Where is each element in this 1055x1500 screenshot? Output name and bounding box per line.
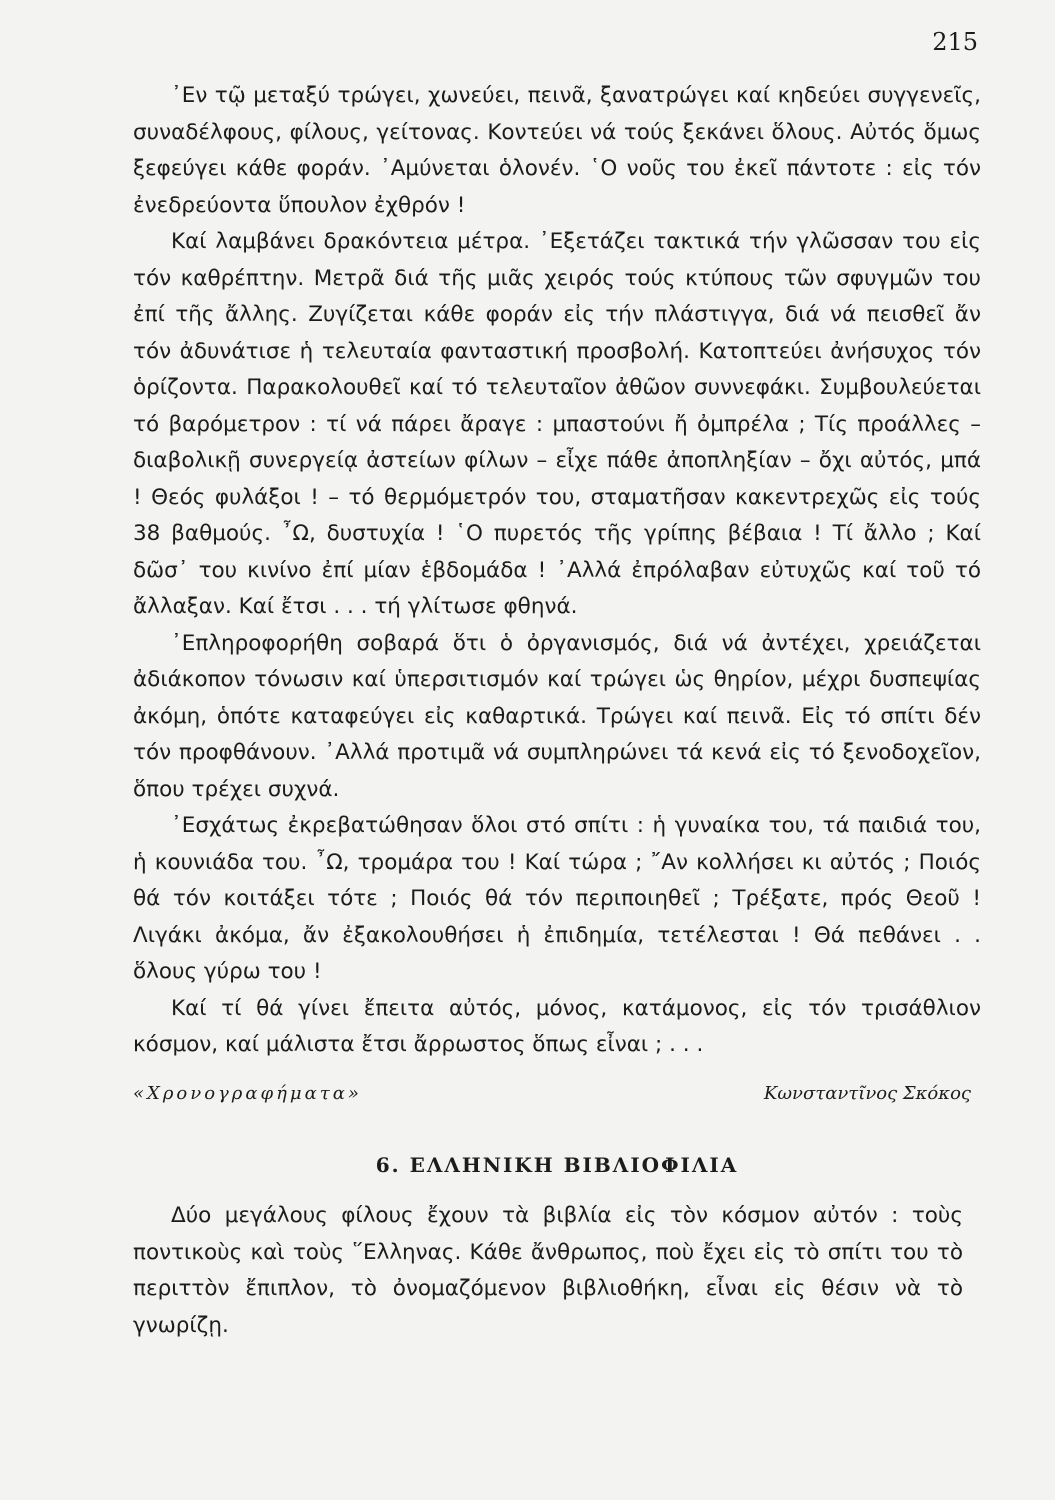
paragraph: ᾿Επληροφορήθη σοβαρά ὅτι ὁ ὀργανισμός, διά νά ἀντέχει, χρειάζεται ἀδιάκοπον τόνωσιν καί ὑπερσιτισμόν καί τρώγει ὡς θηρίον, μέχρι δυσπεψίας ἀκόμη, ὁπότε καταφεύγει εἰς καθαρτικά. Τρώγει καί πεινᾶ. Εἰς τό σπίτι δέν τόν προφθάνουν. ᾿Αλλά προτιμᾶ νά συμπληρώνει τά κενά εἰς τό ξενοδοχεῖον, ὅπου τρέχει συχνά. — [133, 630, 981, 802]
paragraph: Καί λαμβάνει δρακόντεια μέτρα. ᾿Εξετάζει τακτικά τήν γλῶσσαν του εἰς τόν καθρέπτην. Μετρᾶ διά τῆς μιᾶς χειρός τούς κτύπους τῶν σφυγμῶν του ἐπί τῆς ἄλλης. Ζυγίζεται κάθε φοράν εἰς τήν πλάστιγγα, διά νά πεισθεῖ ἄν τόν ἀδυνάτισε ἡ τελευταία φανταστική προσβολή. Κατοπτεύει ἀνήσυχος τόν ὁρίζοντα. Παρακολουθεῖ καί τό τελευταῖον ἀθῶον συννεφάκι. Συμβουλεύεται τό βαρόμετρον : τί νά πάρει ἄραγε : μπαστούνι ἤ ὀμπρέλα ; Τίς προάλλες – διαβολικῇ συνεργείᾳ ἀστείων φίλων – εἶχε πάθε ἀποπληξίαν – ὄχι αὐτός, μπά ! Θεός φυλάξοι ! – τό θερμόμετρόν του, σταματῆσαν κακεντρεχῶς εἰς τούς 38 βαθμούς. ῏Ω, δυστυχία ! ῾Ο πυρετός τῆς γρίπης βέβαια ! Τί ἄλλο ; Καί δῶσ᾿ του κινίνο ἐπί μίαν ἑβδομάδα ! ᾿Αλλά ἐπρόλαβαν εὐτυχῶς καί τοῦ τό ἄλλαξαν. Καί ἔτσι . . . τή γλίτωσε φθηνά. — [133, 229, 981, 619]
body-text — [133, 78, 981, 1064]
section-heading: 6. ΕΛΛΗΝΙΚΗ ΒΙΒΛΙΟΦΙΛΙΑ — [375, 1153, 739, 1177]
source-work-title: «Χρονογραφήματα» — [133, 1083, 362, 1104]
page-number: 215 — [932, 28, 978, 56]
paragraph: ᾿Εν τῷ μεταξύ τρώγει, χωνεύει, πεινᾶ, ξανατρώγει καί κηδεύει συγγενεῖς, συναδέλφους, φίλους, γείτονας. Κοντεύει νά τούς ξεκάνει ὅλους. Αὐτός ὅμως ξεφεύγει κάθε φοράν. ᾿Αμύνεται ὁλονέν. ῾Ο νοῦς του ἐκεῖ πάντοτε : εἰς τόν ἐνεδρεύοντα ὕπουλον ἐχθρόν ! — [133, 83, 981, 218]
paragraph: ᾿Εσχάτως ἐκρεβατώθησαν ὅλοι στό σπίτι : ἡ γυναίκα του, τά παιδιά του, ἡ κουνιάδα του. ῏Ω, τρομάρα του ! Καί τώρα ; ῎Αν κολλήσει κι αὐτός ; Ποιός θά τόν κοιτάξει τότε ; Ποιός θά τόν περιποιηθεῖ ; Τρέξατε, πρός Θεοῦ ! Λιγάκι ἀκόμα, ἄν ἐξακολουθήσει ἡ ἐπιδημία, τετέλεσται ! Θά πεθάνει . . ὅλους γύρω του ! — [133, 813, 981, 984]
source-author: Κωνσταντῖνος Σκόκος — [763, 1083, 971, 1104]
section-text — [133, 1198, 963, 1344]
paragraph: Καί τί θά γίνει ἔπειτα αὐτός, μόνος, κατάμονος, εἰς τόν τρισάθλιον κόσμον, καί μάλιστα ἔτσι ἄρρωστος ὅπως εἶναι ; . . . — [133, 995, 981, 1057]
paragraph: Δύο μεγάλους φίλους ἔχουν τὰ βιβλία εἰς τὸν κόσμον αὐτόν : τοὺς ποντικοὺς καὶ τοὺς ῞Ελληνας. Κάθε ἄνθρωπος, ποὺ ἔχει εἰς τὸ σπίτι του τὸ περιττὸν ἔπιπλον, τὸ ὀνομαζόμενον βιβλιοθήκη, εἶναι εἰς θέσιν νὰ τὸ γνωρίζῃ. — [133, 1203, 963, 1338]
